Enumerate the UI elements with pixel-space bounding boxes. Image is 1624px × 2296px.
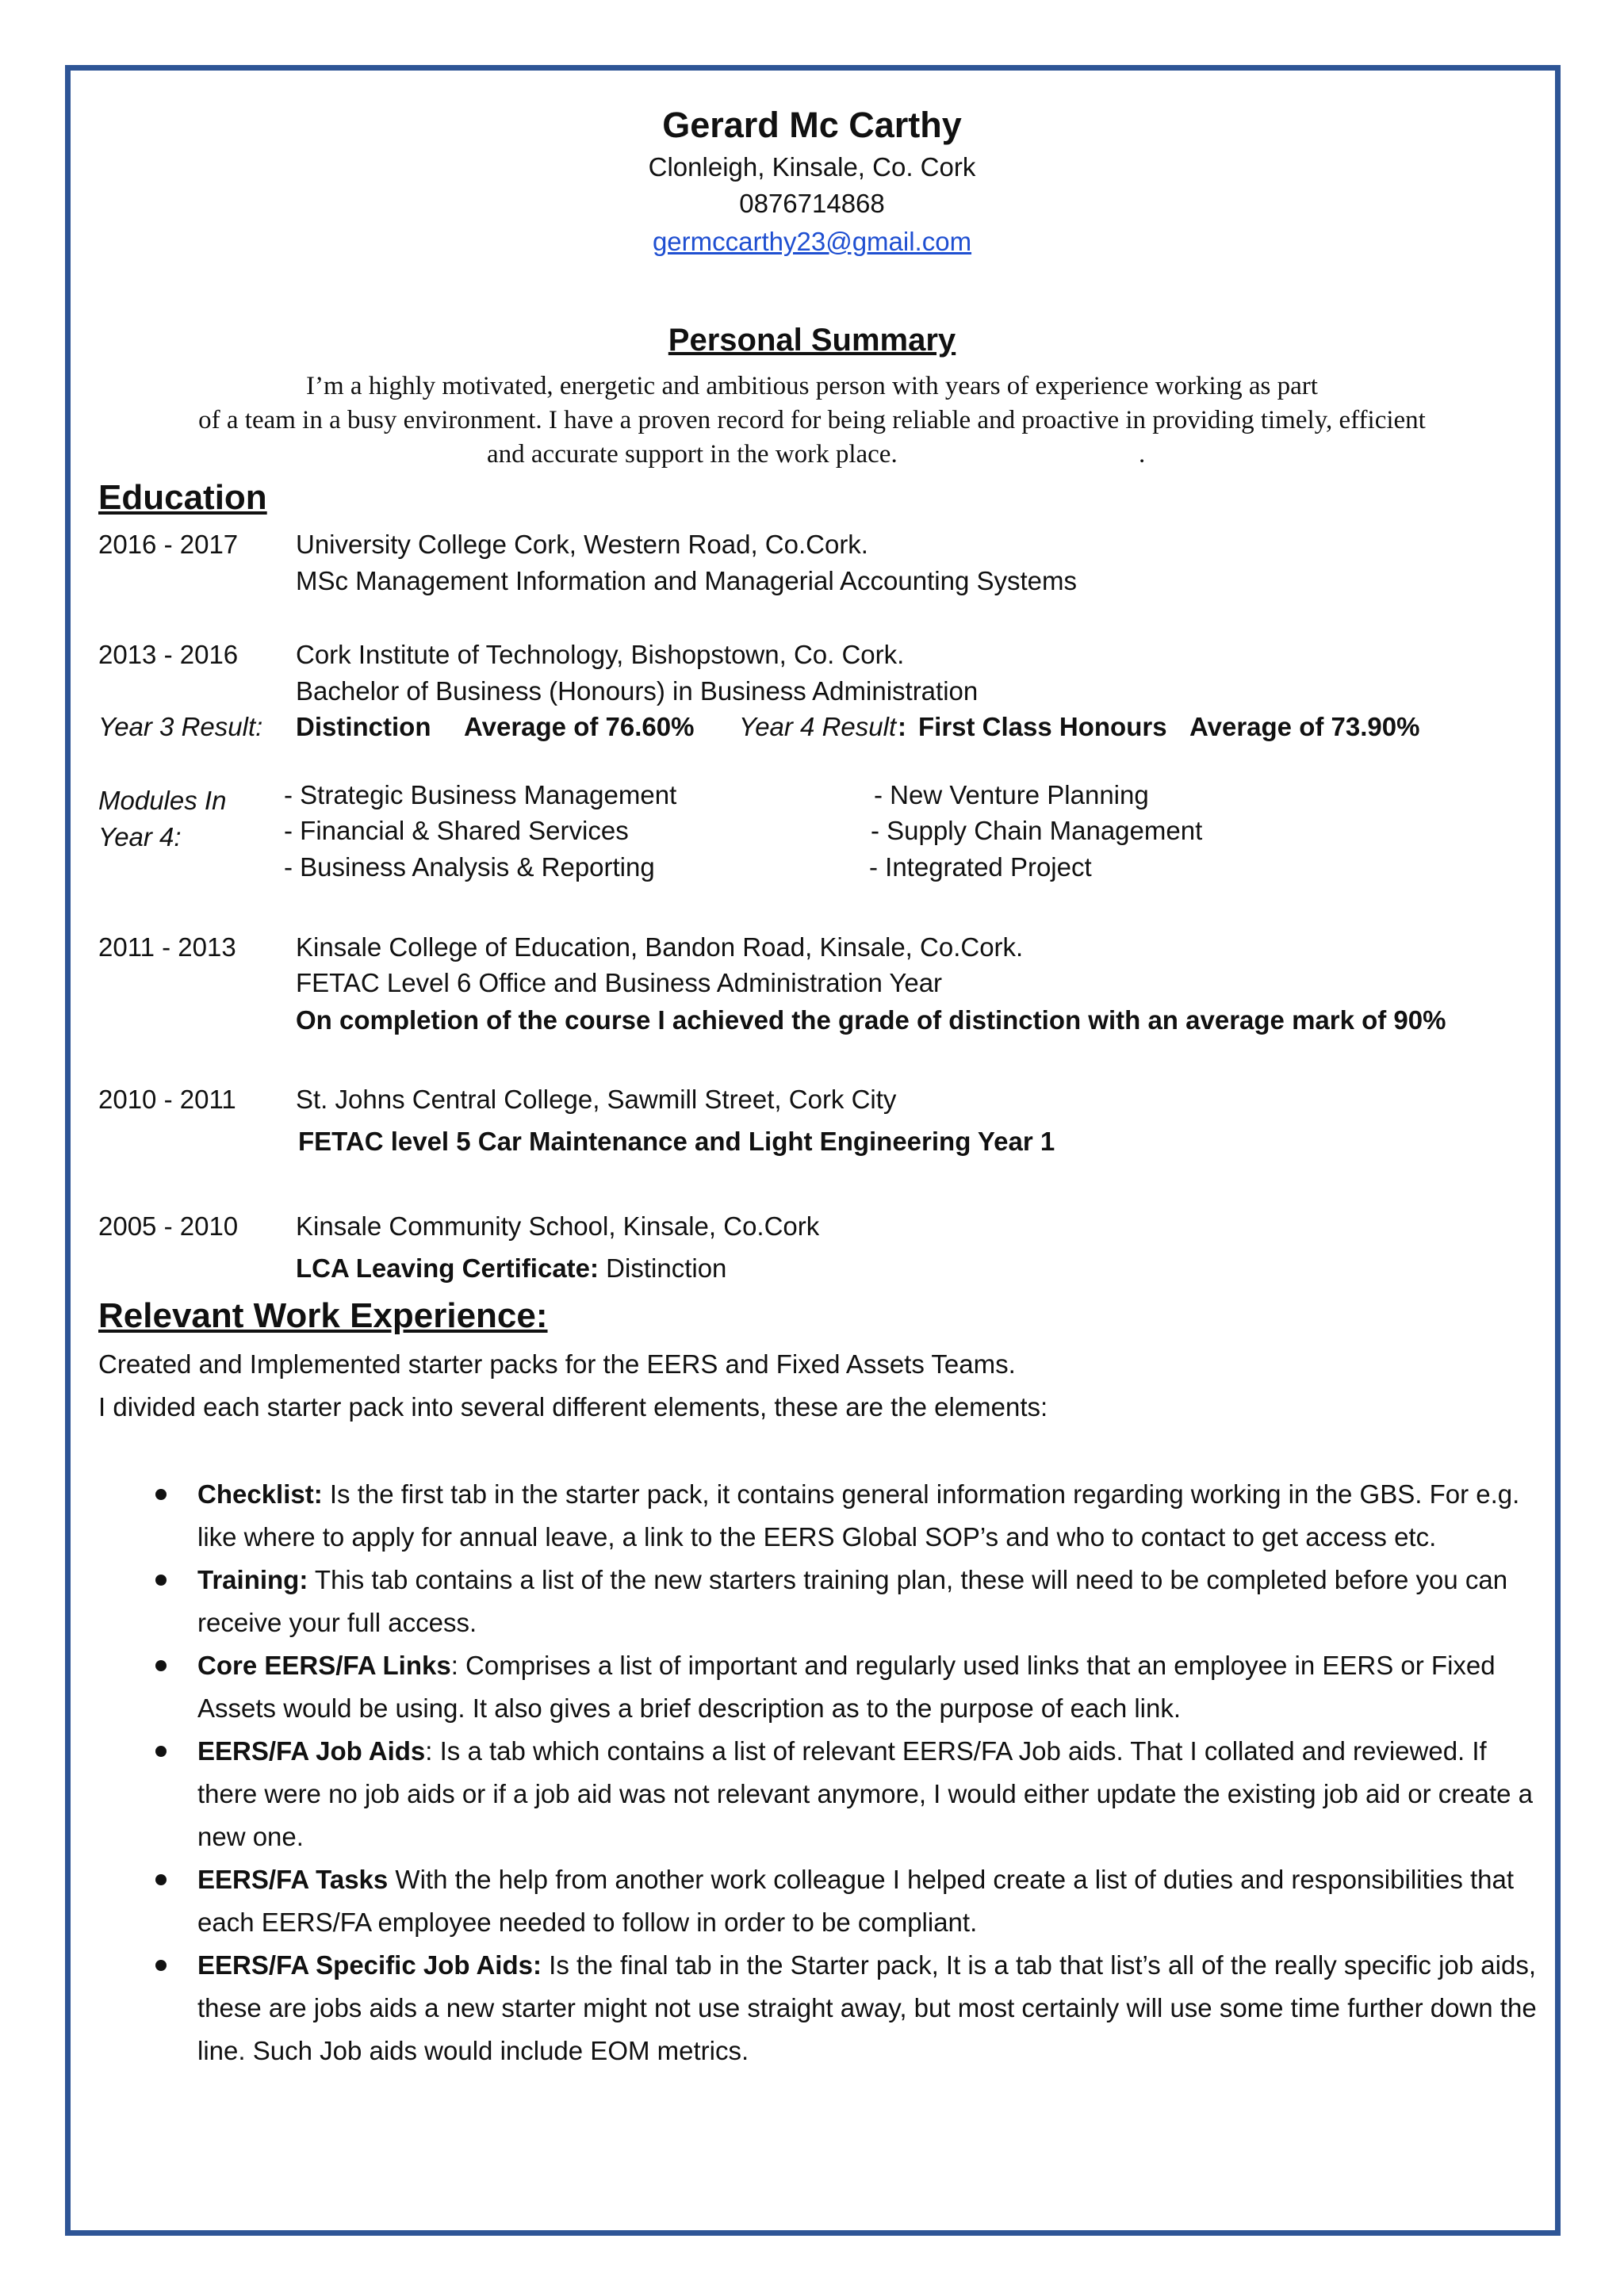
edu-3-institution: Kinsale College of Education, Bandon Road, Kinsale, Co.Cork. [296,932,1024,962]
email-link[interactable]: germccarthy23@gmail.com [652,227,972,256]
item-text: : Is a tab which contains a list of relevant EERS/FA Job aids. That I collated and reviewed. If there were no job aids or if a job aid was not relevant anymore, I would either update the existing job aid or create a new one. [197,1736,1533,1851]
edu-4-course: FETAC level 5 Car Maintenance and Light Engineering Year 1 [298,1127,1055,1156]
candidate-address: Clonleigh, Kinsale, Co. Cork [648,152,976,182]
edu-3-course: FETAC Level 6 Office and Business Administration Year [296,968,943,997]
work-intro-1: Created and Implemented starter packs for the EERS and Fixed Assets Teams. [98,1349,1016,1379]
module-left-2: - Financial & Shared Services [284,816,629,845]
summary-line-2: of a team in a busy environment. I have a proven record for being reliable and proactive in providing timely, efficient [198,406,1426,434]
edu-1-institution: University College Cork, Western Road, Co.Cork. [296,530,868,559]
edu-2-course: Bachelor of Business (Honours) in Business Administration [296,676,979,706]
year3-result-label: Year 3 Result: [98,712,263,741]
bullet-icon [155,1960,167,1971]
item-label: Core EERS/FA Links [197,1651,451,1680]
year4-grade: First Class Honours [918,712,1167,741]
candidate-name: Gerard Mc Carthy [662,105,962,145]
list-item [98,1473,1542,1559]
education-heading: Education [98,478,267,517]
edu-5-cert-grade: Distinction [599,1253,727,1283]
modules-label-2: Year 4: [98,822,182,851]
summary-line-1: I’m a highly motivated, energetic and ambitious person with years of experience working as part [306,372,1318,400]
edu-1-course: MSc Management Information and Managerial Accounting Systems [296,566,1078,595]
list-item [98,1559,1542,1644]
edu-2-institution: Cork Institute of Technology, Bishopstown, Co. Cork. [296,640,905,669]
module-left-1: - Strategic Business Management [284,780,677,809]
module-right-3: - Integrated Project [869,852,1092,882]
list-item [98,1644,1542,1730]
modules-label-1: Modules In [98,786,227,815]
email-row [0,225,1624,258]
module-right-1: - New Venture Planning [874,780,1149,809]
bullet-icon [155,1489,167,1500]
item-label: EERS/FA Tasks [197,1865,389,1894]
year3-average: Average of 76.60% [464,712,695,741]
edu-5-years: 2005 - 2010 [98,1211,239,1241]
year3-grade: Distinction [296,712,431,741]
edu-2-years: 2013 - 2016 [98,640,239,669]
summary-line-3: and accurate support in the work place. [487,440,898,469]
edu-4-institution: St. Johns Central College, Sawmill Street, Cork City [296,1085,897,1114]
item-text: Is the first tab in the starter pack, it contains general information regarding working in the GBS. For e.g. like where to apply for annual leave, a link to the EERS Global SOP’s and who to contact to get access etc. [197,1479,1520,1552]
item-label: Checklist: [197,1479,323,1509]
work-intro-2: I divided each starter pack into several different elements, these are the elements: [98,1392,1048,1422]
item-label: EERS/FA Job Aids [197,1736,426,1766]
edu-5-institution: Kinsale Community School, Kinsale, Co.Cork [296,1211,820,1241]
edu-3-achievement: On completion of the course I achieved the grade of distinction with an average mark of 90% [296,1005,1446,1035]
edu-1-years: 2016 - 2017 [98,530,239,559]
edu-3-years: 2011 - 2013 [98,932,236,962]
module-left-3: - Business Analysis & Reporting [284,852,655,882]
summary-line-3-dot: . [1139,440,1146,469]
bullet-icon [155,1874,167,1885]
edu-5-cert-label: LCA Leaving Certificate: [296,1253,599,1283]
work-elements-list [98,1473,1542,2072]
item-label: Training: [197,1565,308,1594]
candidate-phone: 0876714868 [739,189,885,218]
bullet-icon [155,1746,167,1757]
bullet-icon [155,1575,167,1586]
list-item [98,1858,1542,1944]
year4-average: Average of 73.90% [1189,712,1420,741]
year4-colon: : [898,712,906,741]
edu-4-years: 2010 - 2011 [98,1085,236,1114]
work-experience-heading: Relevant Work Experience: [98,1296,548,1335]
year4-result-label: Year 4 Result [739,712,897,741]
item-text: : Comprises a list of important and regularly used links that an employee in EERS or Fixed Assets would be using. It also gives a brief description as to the purpose of each link. [197,1651,1496,1723]
list-item [98,1730,1542,1858]
item-text: Is the final tab in the Starter pack, It is a tab that list’s all of the really specific job aids, these are jobs aids a new starter might not use straight away, but most certainly will use some time further down the line. Such Job aids would include EOM metrics. [197,1950,1537,2065]
list-item [98,1944,1542,2072]
personal-summary-heading: Personal Summary [668,323,956,358]
item-text: This tab contains a list of the new starters training plan, these will need to be completed before you can receive your full access. [197,1565,1508,1637]
bullet-icon [155,1660,167,1671]
edu-5-certificate [296,1253,726,1284]
item-label: EERS/FA Specific Job Aids: [197,1950,542,1980]
module-right-2: - Supply Chain Management [871,816,1203,845]
item-text: With the help from another work colleague I helped create a list of duties and responsibilities that each EERS/FA employee needed to follow in order to be compliant. [197,1865,1515,1937]
